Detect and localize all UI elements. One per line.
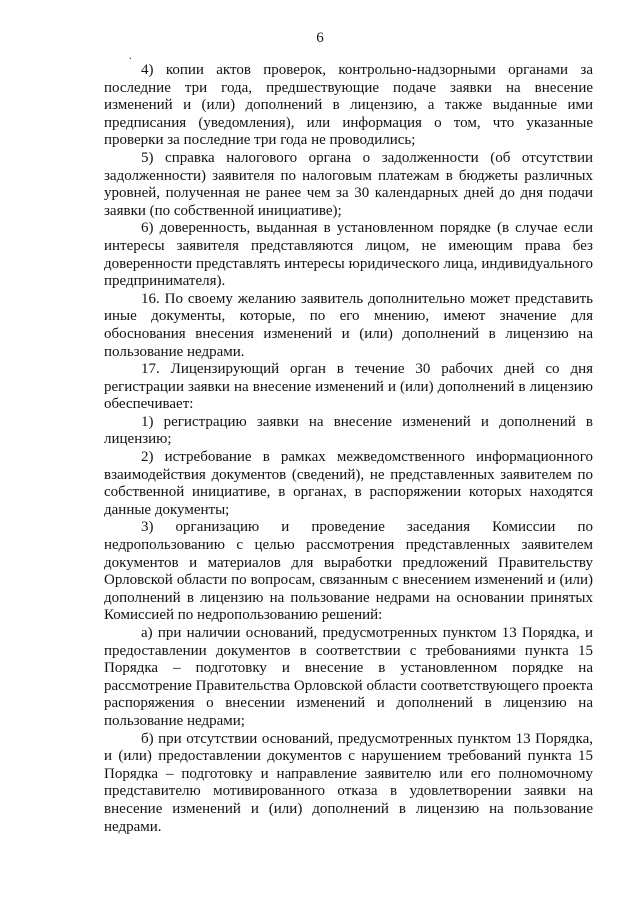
paragraph-item-4-inspection-copies: 4) копии актов проверок, контрольно-надзорными органами за последние три года, предшествующие подаче заявки на внесение изменений и (или) дополнений в лицензию, а также выданные ими предписания (уведомления), или информация о том, что указанные проверки за последние три года не проводились; — [104, 62, 593, 149]
paragraph-subitem-a: а) при наличии оснований, предусмотренных пунктом 13 Порядка, и предоставлении документов в соответствии с требованиями пункта 15 Порядка – подготовку и внесение в установленном порядке на рассмотрение Правительства Орловской области соответствующего проекта распоряжения о внесении изменений и дополнений в лицензию на пользование недрами; — [104, 625, 593, 729]
scan-dot: . — [129, 51, 132, 62]
paragraph-subitem-b: б) при отсутствии оснований, предусмотренных пунктом 13 Порядка, и (или) предоставлении документов с нарушением требований пункта 15 Порядка – подготовку и направление заявителю или его полномочному представителю мотивированного отказа в удовлетворении заявки на внесение изменений и (или) дополнений в лицензию на пользование недрами. — [104, 730, 593, 835]
document-body — [104, 62, 593, 836]
paragraph-item-5-tax-certificate: 5) справка налогового органа о задолженности (об отсутствии задолженности) заявителя по налоговым платежам в бюджеты различных уровней, полученная не ранее чем за 30 календарных дней до дня подачи заявки (по собственной инициативе); — [104, 149, 593, 219]
paragraph-clause-17-item-2: 2) истребование в рамках межведомственного информационного взаимодействия документов (сведений), не представленных заявителем по собственной инициативе, в органах, в распоряжении которых находятся данные документы; — [104, 449, 593, 518]
paragraph-clause-17-item-3: 3) организацию и проведение заседания Комиссии по недропользованию с целью рассмотрения представленных заявителем документов и материалов для выработки предложений Правительству Орловской области по вопросам, связанным с внесением изменений и (или) дополнений в лицензию на пользование недрами на основании принятых Комиссией по недропользованию решений: — [104, 519, 593, 624]
page-number: 6 — [316, 30, 324, 46]
paragraph-clause-16: 16. По своему желанию заявитель дополнительно может представить иные документы, которые, по его мнению, имеют значение для обоснования внесения изменений и (или) дополнений в лицензию на пользование недрами. — [104, 290, 593, 360]
paragraph-item-6-power-of-attorney: 6) доверенность, выданная в установленном порядке (в случае если интересы заявителя представляются лицом, не имеющим права без доверенности представлять интересы юридического лица, индивидуального предпринимателя). — [104, 220, 593, 290]
paragraph-clause-17-item-1: 1) регистрацию заявки на внесение изменений и дополнений в лицензию; — [104, 413, 593, 448]
paragraph-clause-17: 17. Лицензирующий орган в течение 30 рабочих дней со дня регистрации заявки на внесение изменений и (или) дополнений в лицензию обеспечивает: — [104, 361, 593, 413]
